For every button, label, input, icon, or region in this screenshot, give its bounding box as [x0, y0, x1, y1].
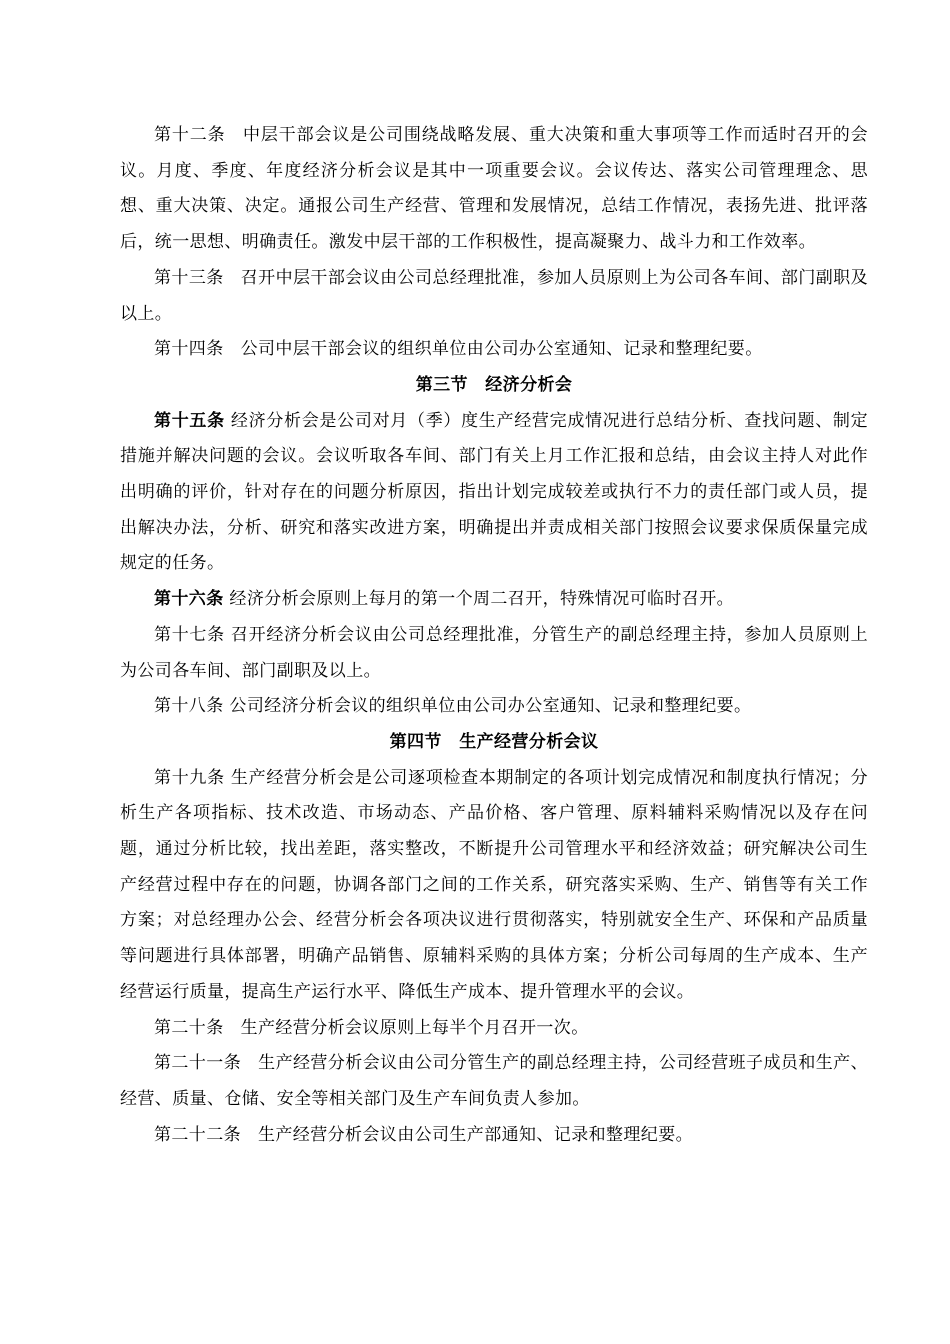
- article-number: 第十八条: [154, 696, 224, 717]
- article-paragraph: [120, 1118, 868, 1154]
- article-paragraph: [120, 618, 868, 689]
- article-number: 第二十一条: [154, 1053, 242, 1074]
- article-paragraph: [120, 404, 868, 583]
- article-number: 第二十二条: [154, 1124, 241, 1145]
- article-paragraph: [120, 1046, 868, 1117]
- article-number: 第十六条: [154, 589, 224, 610]
- article-text: 中层干部会议是公司围绕战略发展、重大决策和重大事项等工作而适时召开的会议。月度、季度、年度经济分析会议是其中一项重要会议。会议传达、落实公司管理理念、思想、重大决策、决定。通报公司生产经营、管理和发展情况，总结工作情况，表扬先进、批评落后，统一思想、明确责任。激发中层干部的工作积极性，提高凝聚力、战斗力和工作效率。: [120, 125, 869, 253]
- article-text: 生产经营分析会议由公司生产部通知、记录和整理纪要。: [258, 1124, 693, 1145]
- document-page: [120, 118, 868, 1153]
- article-paragraph: [120, 118, 868, 261]
- article-paragraph: [120, 761, 868, 1011]
- article-number: 第十三条: [154, 267, 224, 288]
- article-number: 第十二条: [154, 125, 226, 145]
- article-text: 公司中层干部会议的组织单位由公司办公室通知、记录和整理纪要。: [240, 339, 763, 360]
- article-number: 第十九条: [154, 767, 225, 788]
- article-paragraph: [120, 332, 868, 368]
- article-number: 第十四条: [154, 339, 224, 360]
- article-number: 第二十条: [154, 1017, 224, 1038]
- article-paragraph: [120, 1011, 868, 1047]
- article-text: 经济分析会是公司对月（季）度生产经营完成情况进行总结分析、查找问题、制定措施并解决问题的会议。会议听取各车间、部门有关上月工作汇报和总结，由会议主持人对此作出明确的评价，针对存在的问题分析原因，指出计划完成较差或执行不力的责任部门或人员，提出解决办法，分析、研究和落实改进方案，明确提出并责成相关部门按照会议要求保质保量完成规定的任务。: [120, 410, 868, 574]
- article-text: 召开经济分析会议由公司总经理批准，分管生产的副总经理主持，参加人员原则上为公司各车间、部门副职及以上。: [120, 624, 868, 681]
- section-heading: 第三节 经济分析会: [415, 374, 573, 395]
- article-paragraph: [120, 689, 868, 725]
- article-text: 生产经营分析会议由公司分管生产的副总经理主持，公司经营班子成员和生产、经营、质量、仓储、安全等相关部门及生产车间负责人参加。: [120, 1053, 868, 1109]
- article-number: 第十五条: [154, 410, 225, 431]
- article-text: 公司经济分析会议的组织单位由公司办公室通知、记录和整理纪要。: [223, 696, 752, 717]
- article-text: 经济分析会原则上每月的第一个周二召开，特殊情况可临时召开。: [223, 589, 735, 610]
- article-text: 生产经营分析会是公司逐项检查本期制定的各项计划完成情况和制度执行情况；分析生产各项指标、技术改造、市场动态、产品价格、客户管理、原料辅料采购情况以及存在问题，通过分析比较，找出差距，落实整改，不断提升公司管理水平和经济效益；研究解决公司生产经营过程中存在的问题，协调各部门之间的工作关系，研究落实采购、生产、销售等有关工作方案；对总经理办公会、经营分析会各项决议进行贯彻落实，特别就安全生产、环保和产品质量等问题进行具体部署，明确产品销售、原辅料采购的具体方案；分析公司每周的生产成本、生产经营运行质量，提高生产运行水平、降低生产成本、提升管理水平的会议。: [120, 767, 868, 1002]
- article-paragraph: [120, 582, 868, 618]
- article-text: 召开中层干部会议由公司总经理批准，参加人员原则上为公司各车间、部门副职及以上。: [120, 267, 868, 324]
- article-number: 第十七条: [154, 624, 225, 645]
- section-heading: 第四节 生产经营分析会议: [389, 731, 599, 752]
- article-text: 生产经营分析会议原则上每半个月召开一次。: [240, 1017, 589, 1038]
- article-paragraph: [120, 261, 868, 332]
